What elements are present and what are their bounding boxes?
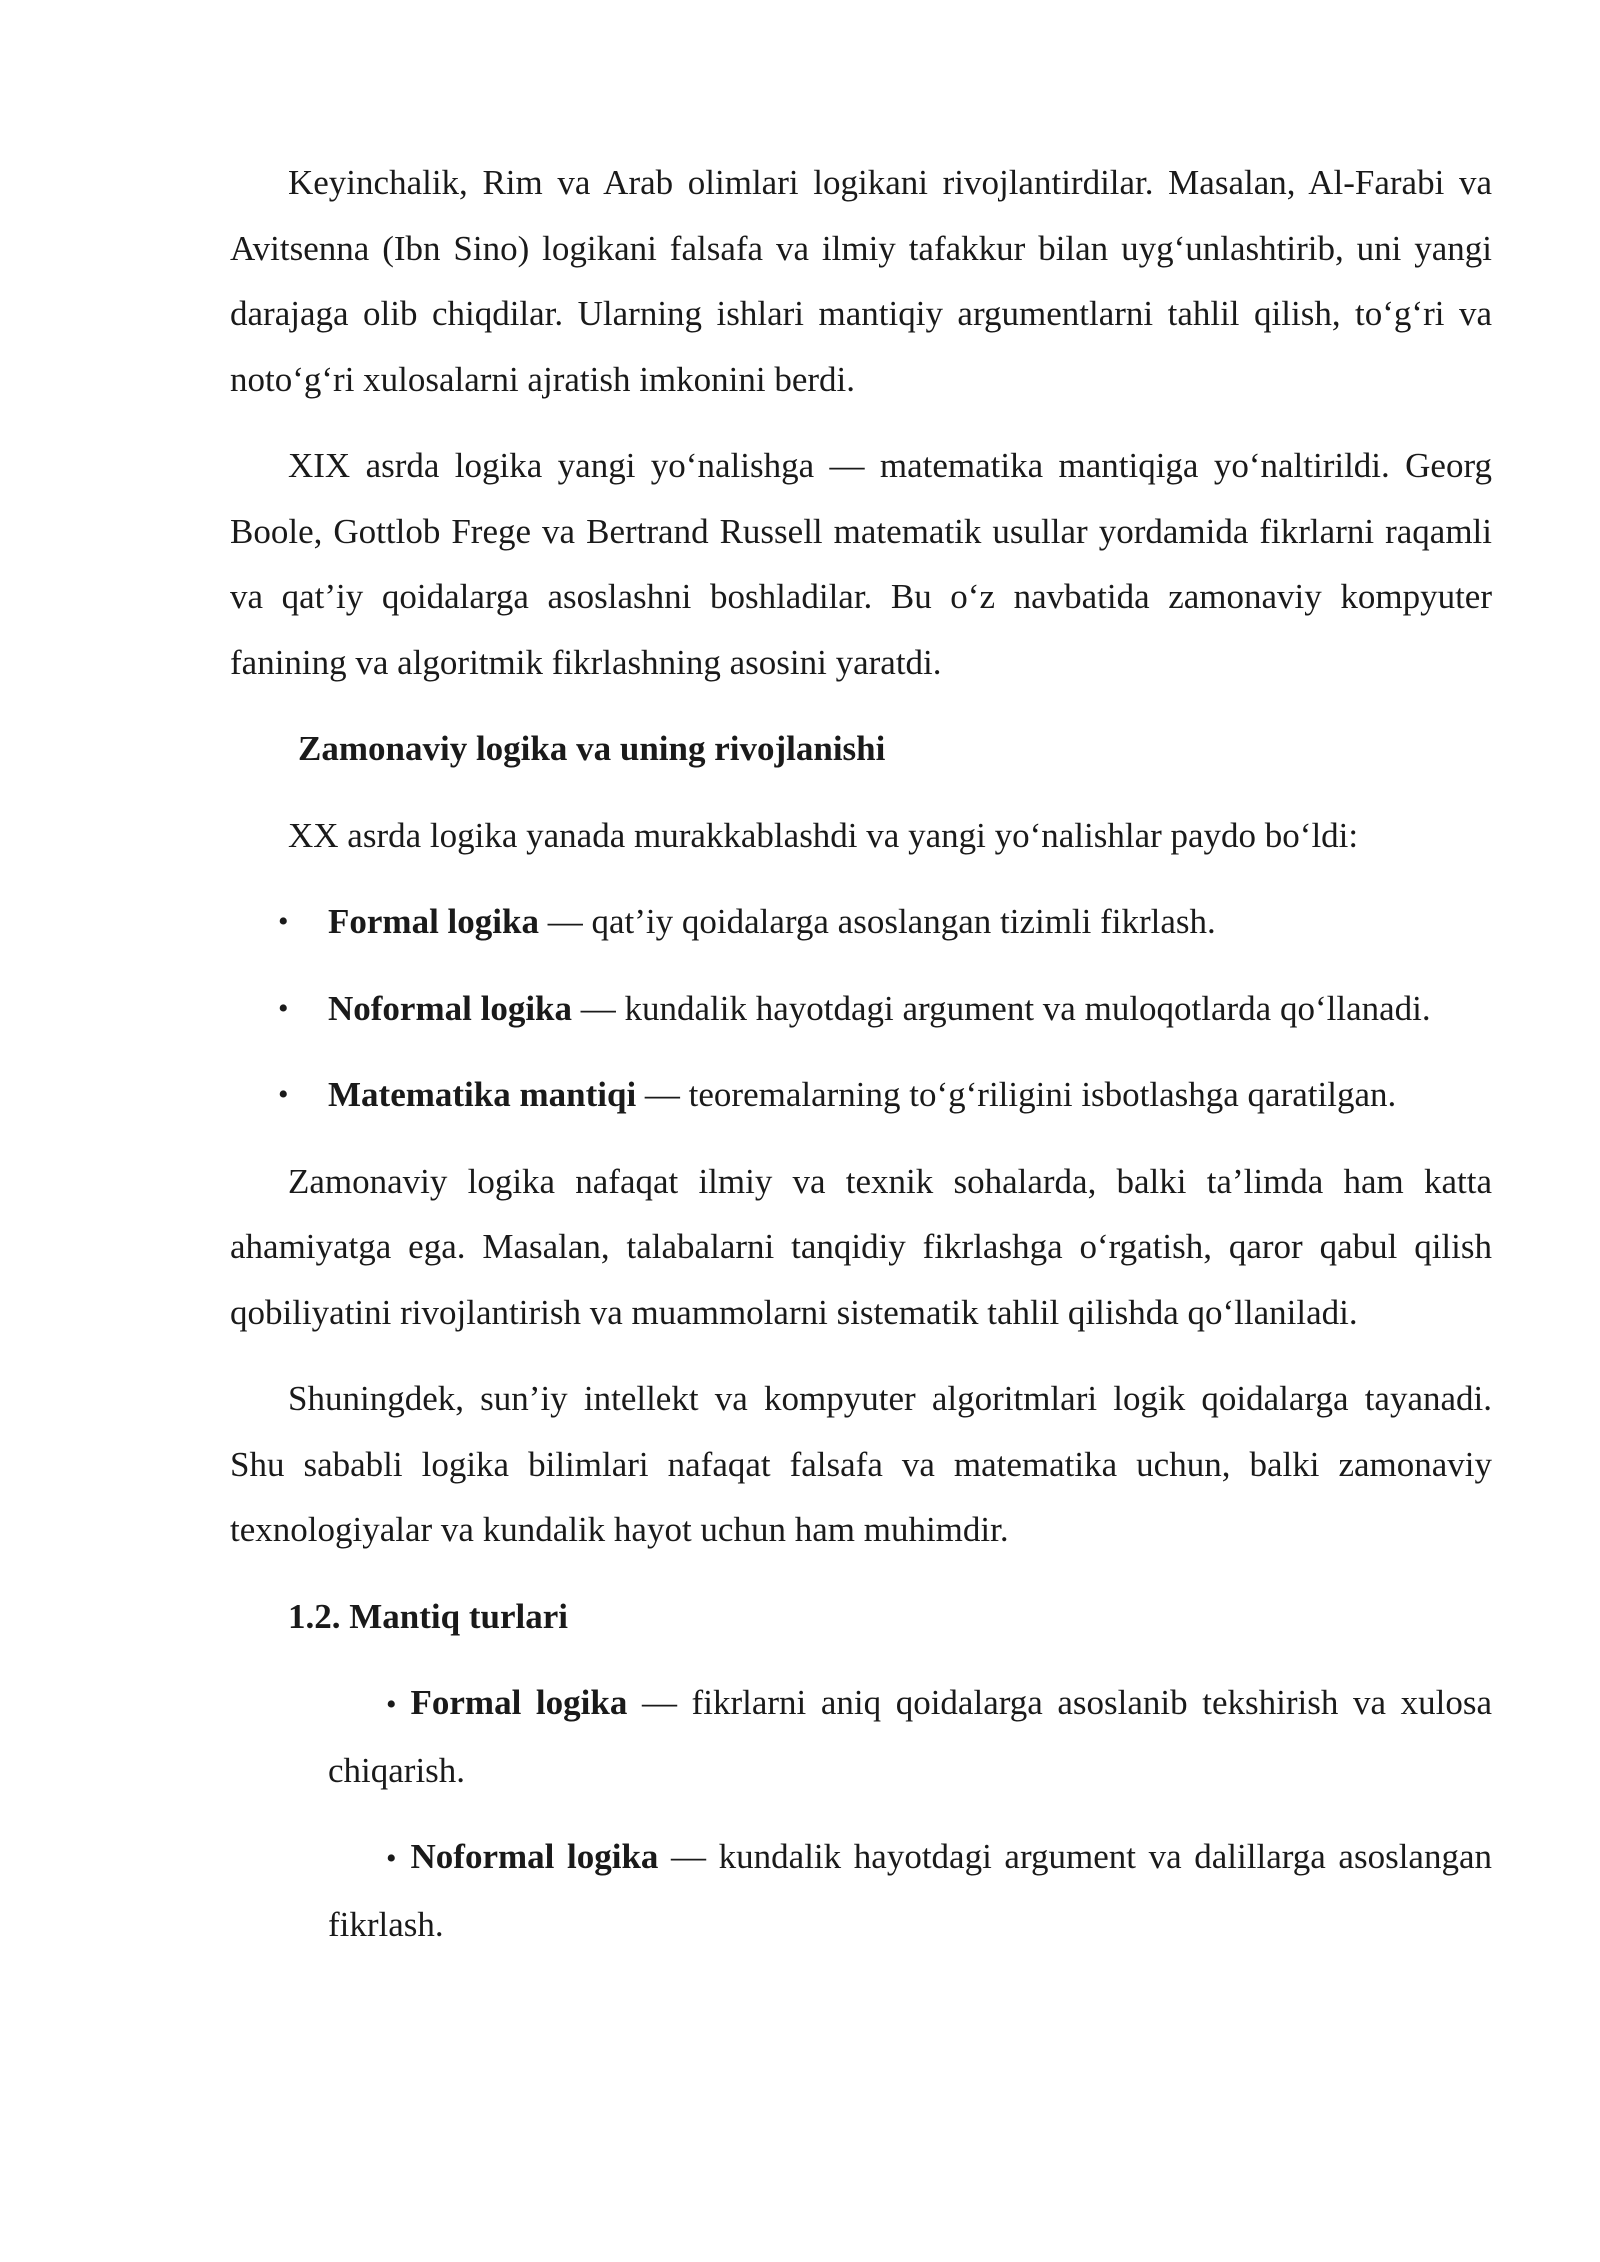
section-heading-logic-types: 1.2. Mantiq turlari <box>288 1596 568 1636</box>
paragraph-xx-century-intro: XX asrda logika yanada murakkablashdi va yangi yo‘nalishlar paydo bo‘ldi: <box>288 815 1359 855</box>
list-item <box>230 976 1492 1042</box>
logic-types-list <box>230 1670 1492 1957</box>
bullet-icon: • <box>386 1842 397 1875</box>
list-item <box>230 889 1492 955</box>
list-item <box>230 1062 1492 1128</box>
paragraph-history-rim-arab: Keyinchalik, Rim va Arab olimlari logikani rivojlantirdilar. Masalan, Al-Farabi va Avitsenna (Ibn Sino) logikani falsafa va ilmiy tafakkur bilan uyg‘unlashtirib, uni yangi darajaga olib chiqdilar. Ularning ishlari mantiqiy argumentlarni tahlil qilish, to‘g‘ri va noto‘g‘ri xulosalarni ajratish imkonini berdi. <box>230 163 1492 399</box>
paragraph-ai-algorithms: Shuningdek, sun’iy intellekt va kompyuter algoritmlari logik qoidalarga tayanadi. Shu sababli logika bilimlari nafaqat falsafa va matematika uchun, balki zamonaviy texnologiyalar va kundalik hayot uchun ham muhimdir. <box>230 1379 1492 1549</box>
list-item <box>230 1670 1492 1803</box>
paragraph-xix-century: XIX asrda logika yangi yo‘nalishga — matematika mantiqiga yo‘naltirildi. Georg Boole, Gottlob Frege va Bertrand Russell matematik usullar yordamida fikrlarni raqamli va qat’iy qoidalarga asoslashni boshladilar. Bu o‘z navbatida zamonaviy kompyuter fanining va algoritmik fikrlashning asosini yaratdi. <box>230 446 1492 682</box>
paragraph-modern-education: Zamonaviy logika nafaqat ilmiy va texnik sohalarda, balki ta’limda ham katta ahamiyatga ega. Masalan, talabalarni tanqidiy fikrlashga o‘rgatish, qaror qabul qilish qobiliyatini rivojlantirish va muammolarni sistematik tahlil qilishda qo‘llaniladi. <box>230 1161 1492 1332</box>
list-item-term: Formal logika <box>410 1683 628 1722</box>
list-item-term: Noformal logika <box>328 988 573 1028</box>
bullet-icon: • <box>278 1078 289 1111</box>
bullet-icon: • <box>278 905 289 938</box>
section-heading-modern-logic: Zamonaviy logika va uning rivojlanishi <box>298 729 886 768</box>
list-item-term: Formal logika <box>328 902 539 941</box>
list-item-term: Matematika mantiqi <box>328 1075 637 1114</box>
document-page <box>230 150 1492 1978</box>
list-item-text: — fikrlarni aniq qoidalarga asoslanib tekshirish va xulosa chiqarish. <box>328 1683 1492 1790</box>
bullet-icon: • <box>386 1688 397 1721</box>
list-item-text: — teoremalarning to‘g‘riligini isbotlashga qaratilgan. <box>636 1075 1397 1114</box>
list-item-text: — kundalik hayotdagi argument va muloqotlarda qo‘llanadi. <box>572 988 1431 1028</box>
list-item-text: — qat’iy qoidalarga asoslangan tizimli fikrlash. <box>538 902 1216 941</box>
bullet-icon: • <box>278 991 289 1025</box>
logic-directions-list <box>230 889 1492 1128</box>
list-item <box>230 1824 1492 1957</box>
list-item-term: Noformal logika <box>410 1837 659 1876</box>
list-item-text: — kundalik hayotdagi argument va dalillarga asoslangan fikrlash. <box>328 1837 1492 1944</box>
